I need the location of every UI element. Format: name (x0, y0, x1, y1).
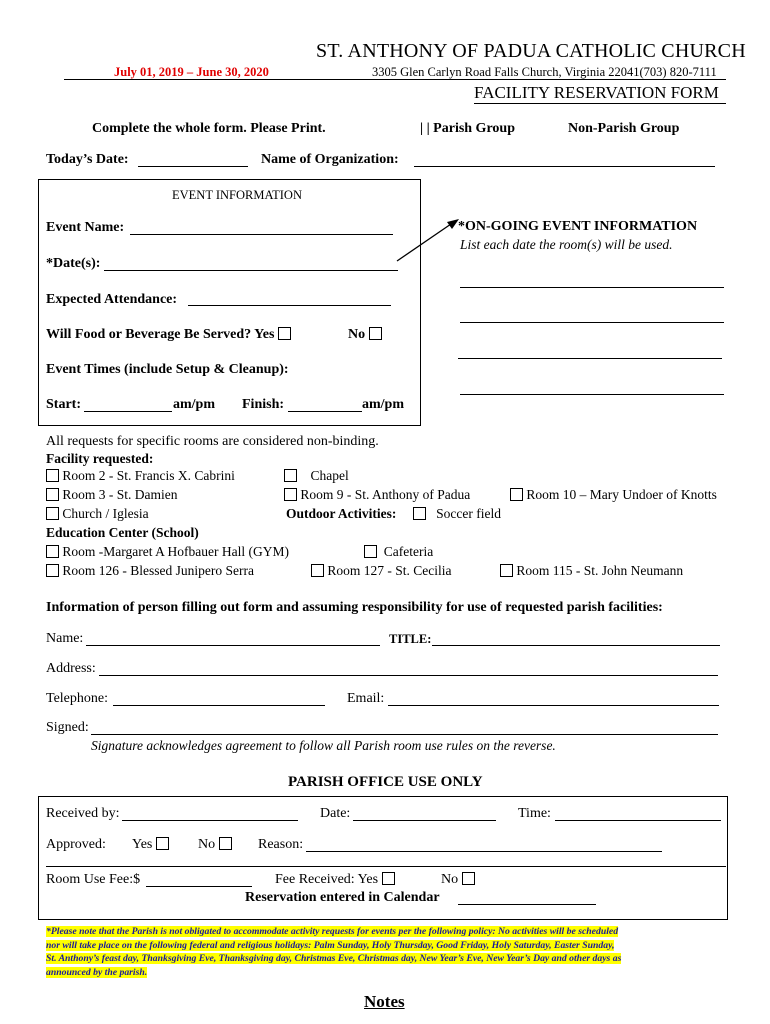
org-name-field[interactable] (414, 166, 715, 167)
telephone-field[interactable] (113, 705, 325, 706)
form-title-rule (474, 103, 726, 104)
soccer-label: Soccer field (436, 506, 501, 521)
calendar-label: Reservation entered in Calendar (245, 890, 440, 905)
church-option[interactable] (46, 506, 149, 522)
nonbinding-note: All requests for specific rooms are considered non-binding. (46, 434, 379, 449)
policy-line-3: St. Anthony’s feast day, Thanksgiving Eve, Thanksgiving day, Christmas Eve, Christmas day, New Year’s Eve, New Year’s Day and other days as (46, 953, 622, 965)
room115-checkbox[interactable] (500, 564, 513, 577)
church-title: ST. ANTHONY OF PADUA CATHOLIC CHURCH (316, 40, 746, 62)
event-times-label: Event Times (include Setup & Cleanup): (46, 362, 289, 377)
room115-label: Room 115 - St. John Neumann (516, 563, 684, 578)
policy-line-4: announced by the parish. (46, 966, 148, 978)
food-no-label: No (348, 327, 366, 342)
facility-heading: Facility requested: (46, 451, 154, 466)
approved-no-label: No (198, 837, 216, 852)
approved-yes-label: Yes (132, 837, 153, 852)
approved-label: Approved: (46, 837, 106, 852)
todays-date-field[interactable] (138, 166, 248, 167)
room127-option[interactable] (311, 563, 452, 579)
room9-option[interactable] (284, 487, 470, 503)
gym-checkbox[interactable] (46, 545, 59, 558)
received-label: Received by: (46, 806, 120, 821)
fee-received (275, 872, 395, 888)
room3-label: Room 3 - St. Damien (62, 487, 178, 502)
signed-label: Signed: (46, 720, 89, 735)
policy-line-1: *Please note that the Parish is not obligated to accommodate activity requests for events per the following policy: No activities will be scheduled (46, 926, 619, 937)
name-label: Name: (46, 631, 84, 646)
approved-yes-checkbox[interactable] (156, 837, 169, 850)
fee-field[interactable] (146, 886, 252, 887)
office-heading: PARISH OFFICE USE ONLY (288, 774, 483, 790)
food-question (46, 327, 291, 343)
fee-received-yes-checkbox[interactable] (382, 872, 395, 885)
name-field[interactable] (86, 645, 380, 646)
start-label: Start: (46, 397, 81, 412)
cafeteria-label: Cafeteria (383, 544, 434, 559)
person-heading: Information of person filling out form and assuming responsibility for use of requested parish facilities: (46, 600, 663, 615)
reason-label: Reason: (258, 837, 304, 852)
calendar-field[interactable] (458, 904, 596, 905)
office-date-label: Date: (320, 806, 351, 821)
received-field[interactable] (122, 820, 298, 821)
dates-label: *Date(s): (46, 256, 101, 271)
telephone-label: Telephone: (46, 691, 108, 706)
fee-no-label: No (441, 872, 459, 887)
non-parish-group-option[interactable]: Non-Parish Group (568, 121, 680, 136)
room9-checkbox[interactable] (284, 488, 297, 501)
food-yes-label: Yes (254, 327, 275, 342)
address-field[interactable] (99, 675, 718, 676)
event-info-heading: EVENT INFORMATION (172, 188, 302, 202)
ongoing-title: *ON-GOING EVENT INFORMATION (458, 219, 698, 234)
chapel-option[interactable] (284, 468, 349, 484)
food-no-checkbox[interactable] (369, 327, 382, 340)
room2-option[interactable] (46, 468, 235, 484)
fee-label: Room Use Fee:$ (46, 872, 141, 887)
room10-checkbox[interactable] (510, 488, 523, 501)
soccer-option[interactable] (413, 506, 501, 522)
instructions: Complete the whole form. Please Print. (92, 121, 326, 136)
dates-field[interactable] (104, 270, 398, 271)
title-label: TITLE: (389, 632, 432, 646)
header-rule (64, 79, 726, 80)
outdoor-label: Outdoor Activities: (286, 506, 397, 521)
gym-option[interactable] (46, 544, 289, 560)
start-field[interactable] (84, 411, 172, 412)
approved-no (198, 837, 232, 853)
event-name-label: Event Name: (46, 220, 125, 235)
org-name-label: Name of Organization: (261, 152, 399, 167)
soccer-checkbox[interactable] (413, 507, 426, 520)
room115-option[interactable] (500, 563, 683, 579)
notes-heading: Notes (364, 992, 405, 1011)
room126-label: Room 126 - Blessed Junipero Serra (62, 563, 254, 578)
finish-ampm: am/pm (362, 397, 404, 412)
todays-date-label: Today’s Date: (46, 152, 129, 167)
room10-option[interactable] (510, 487, 717, 503)
room126-checkbox[interactable] (46, 564, 59, 577)
room10-label: Room 10 – Mary Undoer of Knotts (526, 487, 717, 502)
fee-no-checkbox[interactable] (462, 872, 475, 885)
reason-field-2[interactable] (46, 866, 726, 867)
finish-label: Finish: (242, 397, 285, 412)
parish-group-label: Parish Group (433, 121, 515, 136)
parish-group-marker: | | (420, 121, 434, 136)
email-field[interactable] (388, 705, 719, 706)
start-ampm: am/pm (173, 397, 215, 412)
room3-checkbox[interactable] (46, 488, 59, 501)
room127-checkbox[interactable] (311, 564, 324, 577)
office-time-field[interactable] (555, 820, 721, 821)
cafeteria-checkbox[interactable] (364, 545, 377, 558)
approved-yes (132, 837, 169, 853)
signed-field[interactable] (91, 734, 718, 735)
attendance-label: Expected Attendance: (46, 292, 178, 307)
finish-field[interactable] (288, 411, 362, 412)
office-time-label: Time: (518, 806, 551, 821)
reason-field[interactable] (306, 851, 662, 852)
ongoing-line-3[interactable] (458, 358, 722, 359)
church-label: Church / Iglesia (62, 506, 149, 521)
food-no (348, 327, 382, 343)
ongoing-line-4[interactable] (460, 394, 724, 395)
room126-option[interactable] (46, 563, 254, 579)
room2-checkbox[interactable] (46, 469, 59, 482)
chapel-checkbox[interactable] (284, 469, 297, 482)
ongoing-line-1[interactable] (460, 287, 724, 288)
room3-option[interactable] (46, 487, 178, 503)
policy-line-2: nor will take place on the following federal and religious holidays: Palm Sunday, Holy Thursday, Good Friday, Holy Saturday, Easter Sunday, (46, 939, 615, 951)
church-address: 3305 Glen Carlyn Road Falls Church, Virginia 22041(703) 820-7111 (372, 65, 717, 79)
event-name-field[interactable] (130, 234, 393, 235)
fee-no (441, 872, 475, 888)
fee-received-label: Fee Received: Yes (275, 872, 379, 887)
chapel-label: Chapel (310, 468, 349, 483)
food-question-label: Will Food or Beverage Be Served? (46, 327, 252, 342)
email-label: Email: (347, 691, 385, 706)
address-label: Address: (46, 661, 96, 676)
edu-heading: Education Center (School) (46, 525, 199, 540)
church-checkbox[interactable] (46, 507, 59, 520)
parish-group-option[interactable] (420, 121, 515, 137)
date-range: July 01, 2019 – June 30, 2020 (114, 65, 269, 79)
room9-label: Room 9 - St. Anthony of Padua (300, 487, 471, 502)
attendance-field[interactable] (188, 305, 391, 306)
room127-label: Room 127 - St. Cecilia (327, 563, 452, 578)
ongoing-note: List each date the room(s) will be used. (460, 237, 673, 252)
cafeteria-option[interactable] (364, 544, 433, 560)
ongoing-line-2[interactable] (460, 322, 724, 323)
policy-note (46, 925, 730, 979)
approved-no-checkbox[interactable] (219, 837, 232, 850)
food-yes-checkbox[interactable] (278, 327, 291, 340)
form-title: FACILITY RESERVATION FORM (474, 83, 719, 102)
room2-label: Room 2 - St. Francis X. Cabrini (62, 468, 235, 483)
office-date-field[interactable] (353, 820, 496, 821)
arrow-icon (395, 214, 465, 264)
title-field[interactable] (432, 645, 720, 646)
signature-note: Signature acknowledges agreement to follow all Parish room use rules on the reverse. (91, 738, 556, 753)
gym-label: Room -Margaret A Hofbauer Hall (GYM) (62, 544, 289, 559)
